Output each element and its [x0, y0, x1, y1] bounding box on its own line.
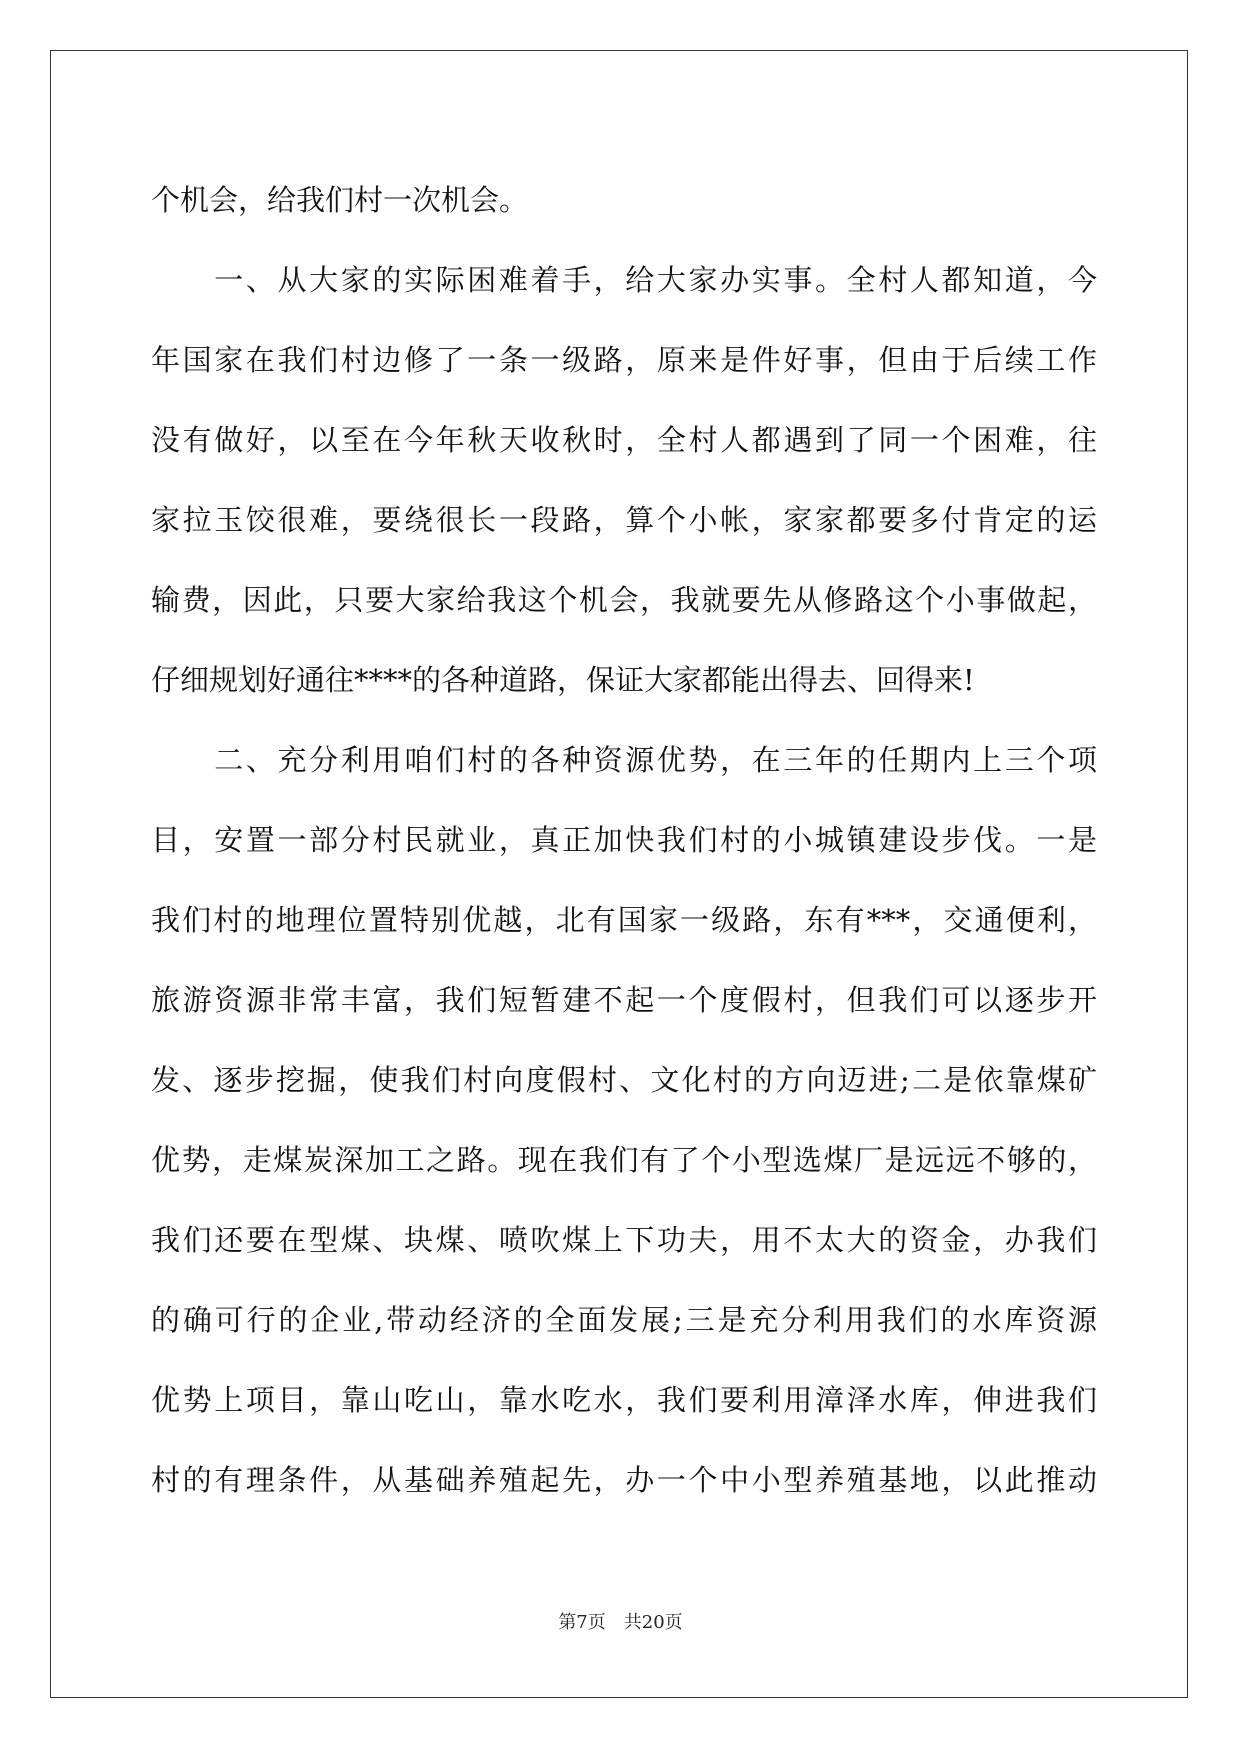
text-line: 优势上项目，靠山吃山，靠水吃水，我们要利用漳泽水库，伸进我们 [151, 1383, 1097, 1417]
text-line: 二、充分利用咱们村的各种资源优势，在三年的任期内上三个项 [151, 743, 1097, 777]
text-line: 目，安置一部分村民就业，真正加快我们村的小城镇建设步伐。一是 [151, 823, 1097, 857]
page-number-footer: 第7页 共20页 [558, 1612, 683, 1633]
text-line: 输费，因此，只要大家给我这个机会，我就要先从修路这个小事做起， [151, 583, 1097, 617]
text-line: 的确可行的企业,带动经济的全面发展;三是充分利用我们的水库资源 [151, 1303, 1097, 1337]
text-line: 个机会，给我们村一次机会。 [151, 183, 529, 217]
text-line: 优势，走煤炭深加工之路。现在我们有了个小型选煤厂是远远不够的， [151, 1143, 1097, 1177]
text-line: 年国家在我们村边修了一条一级路，原来是件好事，但由于后续工作 [151, 343, 1097, 377]
document-body [151, 160, 1097, 1520]
text-line: 村的有理条件，从基础养殖起先，办一个中小型养殖基地，以此推动 [151, 1463, 1097, 1497]
text-line: 我们村的地理位置特别优越，北有国家一级路，东有***，交通便利， [151, 903, 1097, 937]
text-line: 没有做好，以至在今年秋天收秋时，全村人都遇到了同一个困难，往 [151, 423, 1097, 457]
text-line: 家拉玉饺很难，要绕很长一段路，算个小帐，家家都要多付肯定的运 [151, 503, 1097, 537]
text-line: 发、逐步挖掘，使我们村向度假村、文化村的方向迈进;二是依靠煤矿 [151, 1063, 1097, 1097]
text-line: 仔细规划好通往****的各种道路，保证大家都能出得去、回得来! [151, 663, 975, 697]
text-line: 一、从大家的实际困难着手，给大家办实事。全村人都知道，今 [151, 263, 1097, 297]
text-line: 我们还要在型煤、块煤、喷吹煤上下功夫，用不太大的资金，办我们 [151, 1223, 1097, 1257]
text-line: 旅游资源非常丰富，我们短暂建不起一个度假村，但我们可以逐步开 [151, 983, 1097, 1017]
